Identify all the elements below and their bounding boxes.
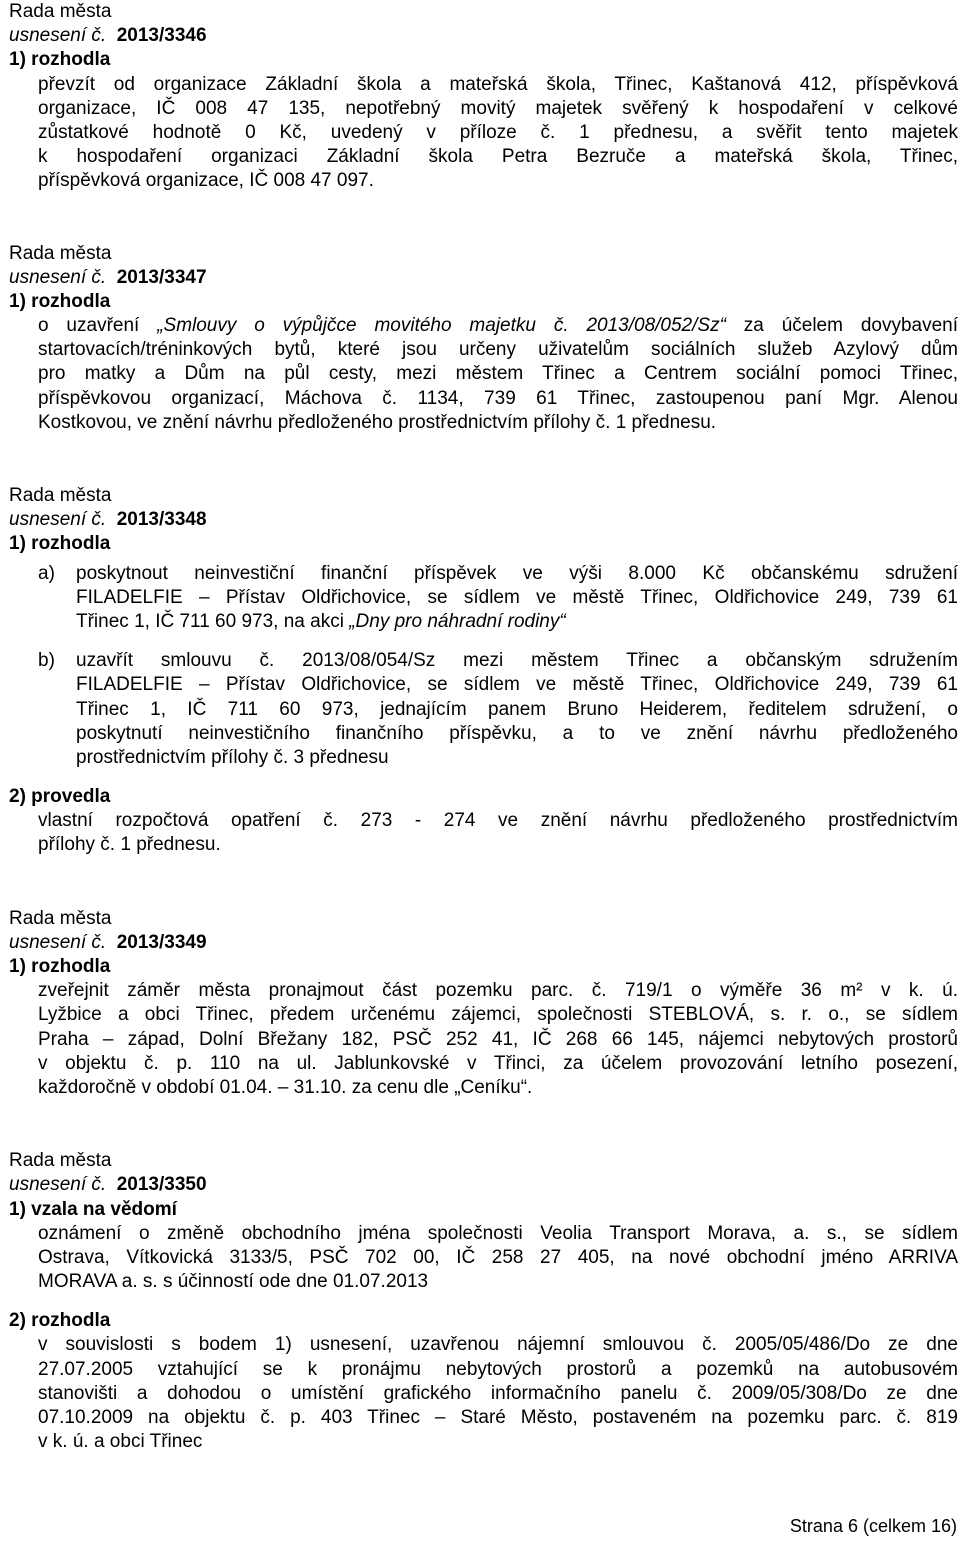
- text-line: oznámení o změně obchodního jména společnosti Veolia Transport Morava, a. s., se sídlem: [38, 1222, 958, 1244]
- resolution-number-line: [9, 931, 958, 955]
- text-line: příspěvková organizace, IČ 008 47 097.: [38, 170, 374, 192]
- resolution-2013-3350: [9, 1149, 958, 1454]
- text-line: Praha – západ, Dolní Břežany 182, PSČ 252 41, IČ 268 66 145, nájemci nebytových prostorů: [38, 1028, 958, 1050]
- resolution-prefix: usnesení č.: [9, 1174, 107, 1196]
- decision-label: 1) rozhodla: [9, 49, 111, 71]
- resolution-number: 2013/3349: [116, 931, 207, 953]
- resolution-number-line: [9, 24, 958, 48]
- resolution-number: 2013/3348: [116, 509, 207, 531]
- decision-text: [9, 979, 958, 1100]
- decision-text: [9, 809, 958, 857]
- resolution-prefix: usnesení č.: [9, 266, 107, 288]
- text-line: prostřednictvím přílohy č. 3 přednesu: [76, 746, 389, 768]
- text-line: startovacích/tréninkových bytů, které jsou určeny uživatelům sociálních služeb Azylový dům: [38, 339, 958, 361]
- text-line: 07.10.2009 na objektu č. p. 403 Třinec – Staré Město, postaveném na pozemku parc. č. 819: [38, 1407, 958, 1428]
- text-line: FILADELFIE – Přístav Oldřichovice, se sídlem ve městě Třinec, Oldřichovice 249, 739 61: [76, 674, 958, 696]
- resolution-2013-3347: [9, 242, 958, 436]
- text-line: převzít od organizace Základní škola a mateřská škola, Třinec, Kaštanová 412, příspěvková: [38, 73, 958, 95]
- text-line: Lyžbice a obci Třinec, předem určenému zájemci, společnosti STEBLOVÁ, s. r. o., se sídlem: [38, 1004, 958, 1026]
- council-heading: Rada města: [9, 1, 112, 22]
- list-item-a: [9, 562, 958, 635]
- council-heading: Rada města: [9, 242, 112, 264]
- text-line: přílohy č. 1 přednesu.: [38, 834, 221, 856]
- resolution-prefix: usnesení č.: [9, 931, 107, 953]
- text-line: Ostrava, Vítkovická 3133/5, PSČ 702 00, IČ 258 27 405, na nové obchodní jméno ARRIVA: [38, 1246, 958, 1268]
- decision-label: 1) vzala na vědomí: [9, 1198, 177, 1220]
- decision-label: 1) rozhodla: [9, 956, 111, 977]
- text-line: příspěvkovou organizací, Máchova č. 1134, 739 61 Třinec, zastoupenou paní Mgr. Alenou: [38, 387, 958, 409]
- resolution-number: 2013/3346: [116, 25, 207, 47]
- decision-text: [9, 1222, 958, 1295]
- list-item-b: [9, 649, 958, 770]
- resolution-number: 2013/3350: [116, 1174, 207, 1196]
- text-line: pro matky a Dům na půl cesty, mezi městem Třinec a Centrem sociální pomoci Třinec,: [38, 363, 958, 385]
- text-line: v objektu č. p. 110 na ul. Jablunkovské v Třinci, za účelem provozování letního posezení,: [38, 1052, 958, 1074]
- event-name: „Dny pro náhradní rodiny“: [349, 610, 566, 632]
- list-marker: a): [38, 562, 55, 584]
- decision-text: [9, 1333, 958, 1454]
- text-line: 27.07.2005 vztahující se k pronájmu nebytových prostorů a pozemků na autobusovém: [38, 1358, 958, 1380]
- council-heading: Rada města: [9, 1150, 112, 1172]
- text-line: stanovišti a dohodou o umístění grafického informačního panelu č. 2009/05/308/Do ze dne: [38, 1382, 958, 1404]
- contract-title: „Smlouvy o výpůjčce movitého majetku č. 2013/08/052/Sz“: [157, 315, 726, 337]
- resolution-number-line: [9, 266, 958, 290]
- text-line: v souvislosti s bodem 1) usnesení, uzavřenou nájemní smlouvou č. 2005/05/486/Do ze dne: [38, 1334, 958, 1356]
- document-page: [9, 0, 958, 1454]
- resolution-number-line: [9, 1173, 958, 1197]
- list-marker: b): [38, 650, 55, 672]
- text-line: zůstatkové hodnotě 0 Kč, uvedený v příloze č. 1 přednesu, a svěřit tento majetek: [38, 121, 958, 143]
- decision-label: 2) rozhodla: [9, 1310, 111, 1332]
- decision-text: [9, 73, 958, 194]
- council-heading: Rada města: [9, 485, 112, 506]
- text-line: každoročně v období 01.04. – 31.10. za cenu dle „Ceníku“.: [38, 1076, 533, 1098]
- text-line: o uzavření „Smlouvy o výpůjčce movitého majetku č. 2013/08/052/Sz“ za účelem dovybavení: [38, 315, 959, 337]
- text-line: k hospodaření organizaci Základní škola Petra Bezruče a mateřská škola, Třinec,: [38, 146, 958, 168]
- text-line: organizace, IČ 008 47 135, nepotřebný movitý majetek svěřený k hospodaření v celkové: [38, 97, 958, 119]
- text-line: poskytnout neinvestiční finanční příspěvek ve výši 8.000 Kč občanskému sdružení: [76, 562, 958, 584]
- decision-label: 2) provedla: [9, 786, 111, 808]
- resolution-prefix: usnesení č.: [9, 25, 107, 47]
- text-line: v k. ú. a obci Třinec: [38, 1431, 203, 1453]
- text-line: MORAVA a. s. s účinností ode dne 01.07.2013: [38, 1271, 429, 1293]
- resolution-2013-3346: [9, 0, 958, 194]
- text-line: uzavřít smlouvu č. 2013/08/054/Sz mezi městem Třinec a občanským sdružením: [76, 650, 958, 672]
- decision-text: [9, 314, 958, 435]
- decision-label: 1) rozhodla: [9, 290, 111, 312]
- resolution-number: 2013/3347: [116, 266, 207, 288]
- page-number: Strana 6 (celkem 16): [789, 1516, 957, 1536]
- text-line: FILADELFIE – Přístav Oldřichovice, se sídlem ve městě Třinec, Oldřichovice 249, 739 61: [76, 586, 958, 608]
- resolution-prefix: usnesení č.: [9, 509, 107, 531]
- text-line: Třinec 1, IČ 711 60 973, jednajícím panem Bruno Heiderem, ředitelem sdružení, o: [76, 698, 958, 720]
- resolution-2013-3348: [9, 484, 958, 858]
- text-line: Třinec 1, IČ 711 60 973, na akci „Dny pro náhradní rodiny“: [76, 610, 566, 632]
- council-heading: Rada města: [9, 907, 112, 929]
- decision-label: 1) rozhodla: [9, 533, 111, 555]
- text-line: poskytnutí neinvestičního finančního příspěvku, a to ve znění návrhu předloženého: [76, 722, 958, 744]
- text-line: Kostkovou, ve znění návrhu předloženého prostřednictvím přílohy č. 1 přednesu.: [38, 411, 717, 433]
- text-line: vlastní rozpočtová opatření č. 273 - 274 ve znění návrhu předloženého prostřednictvím: [38, 810, 958, 832]
- resolution-2013-3349: [9, 907, 958, 1101]
- resolution-number-line: [9, 508, 958, 532]
- text-line: zveřejnit záměr města pronajmout část pozemku parc. č. 719/1 o výměře 36 m² v k. ú.: [38, 980, 958, 1002]
